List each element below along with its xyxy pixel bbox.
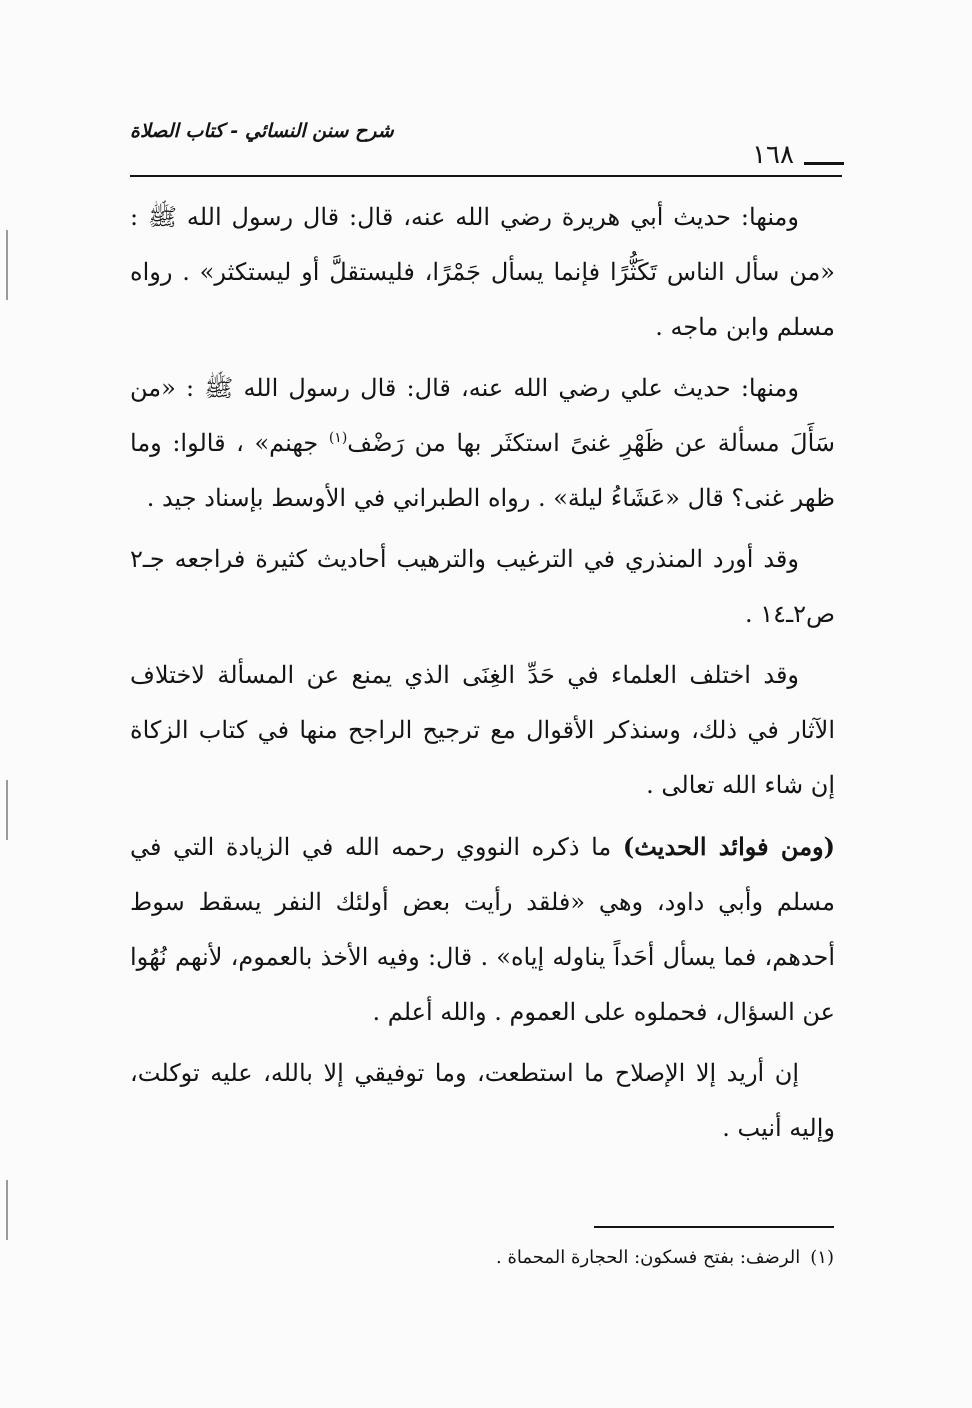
- page-number: ١٦٨: [752, 140, 794, 170]
- header-rule: [130, 175, 842, 177]
- paragraph-mundhiri: [130, 532, 835, 642]
- paragraph-text-before-ref: ومنها: حديث علي رضي الله عنه، قال: قال رسول الله ﷺ : «من سَأَلَ مسألة عن ظَهْرِ غنىً استكثَر بها من رَضْف: [130, 374, 835, 457]
- page-body: [130, 190, 835, 1162]
- footnote-number: (١): [810, 1247, 834, 1268]
- paragraph-hadith-abu-hurayra: [130, 190, 835, 355]
- paragraph-scholars-differ: [130, 648, 835, 813]
- scan-edge-mark: [6, 780, 8, 840]
- paragraph-text: وقد اختلف العلماء في حَدِّ الغِنَى الذي يمنع عن المسألة لاختلاف الآثار في ذلك، وسنذكر الأقوال مع ترجيح الراجح منها في كتاب الزكاة إن شاء الله تعالى .: [130, 661, 835, 799]
- paragraph-benefits: [130, 819, 835, 1040]
- footnote: [134, 1238, 834, 1278]
- paragraph-text: وقد أورد المنذري في الترغيب والترهيب أحاديث كثيرة فراجعه جـ٢ ص٢ـ١٤ .: [130, 545, 835, 628]
- footnote-reference[interactable]: (١): [328, 430, 348, 446]
- paragraph-hadith-ali: [130, 361, 835, 526]
- scan-edge-mark: [6, 230, 8, 300]
- paragraph-text-after-ref: جهنم» ، قالوا: وما ظهر غنى؟ قال «عَشَاءُ ليلة» . رواه الطبراني في الأوسط بإسناد جيد .: [130, 429, 835, 512]
- paragraph-text: إن أريد إلا الإصلاح ما استطعت، وما توفيقي إلا بالله، عليه توكلت، وإليه أنيب .: [130, 1059, 835, 1142]
- paragraph-text: ومنها: حديث أبي هريرة رضي الله عنه، قال: قال رسول الله ﷺ : «من سأل الناس تَكَثُّرًا فإنما يسأل جَمْرًا، فليستقلَّ أو ليستكثر» . رواه مسلم وابن ماجه .: [130, 203, 835, 341]
- header-dash: [804, 162, 844, 165]
- footnote-separator: [594, 1226, 834, 1228]
- running-title: شرح سنن النسائي - كتاب الصلاة: [130, 120, 394, 142]
- section-lead: (ومن فوائد الحديث): [622, 832, 835, 861]
- footnote-text: الرضف: بفتح فسكون: الحجارة المحماة .: [496, 1247, 801, 1268]
- paragraph-closing-prayer: [130, 1046, 835, 1156]
- paragraph-text: ما ذكره النووي رحمه الله في الزيادة التي في مسلم وأبي داود، وهي «فلقد رأيت بعض أولئك النفر يسقط سوط أحدهم، فما يسأل أحَداً يناوله إياه» . قال: وفيه الأخذ بالعموم، لأنهم نُهُوا عن السؤال، فحملوه على العموم . والله أعلم .: [130, 833, 835, 1026]
- scan-edge-mark: [6, 1180, 8, 1240]
